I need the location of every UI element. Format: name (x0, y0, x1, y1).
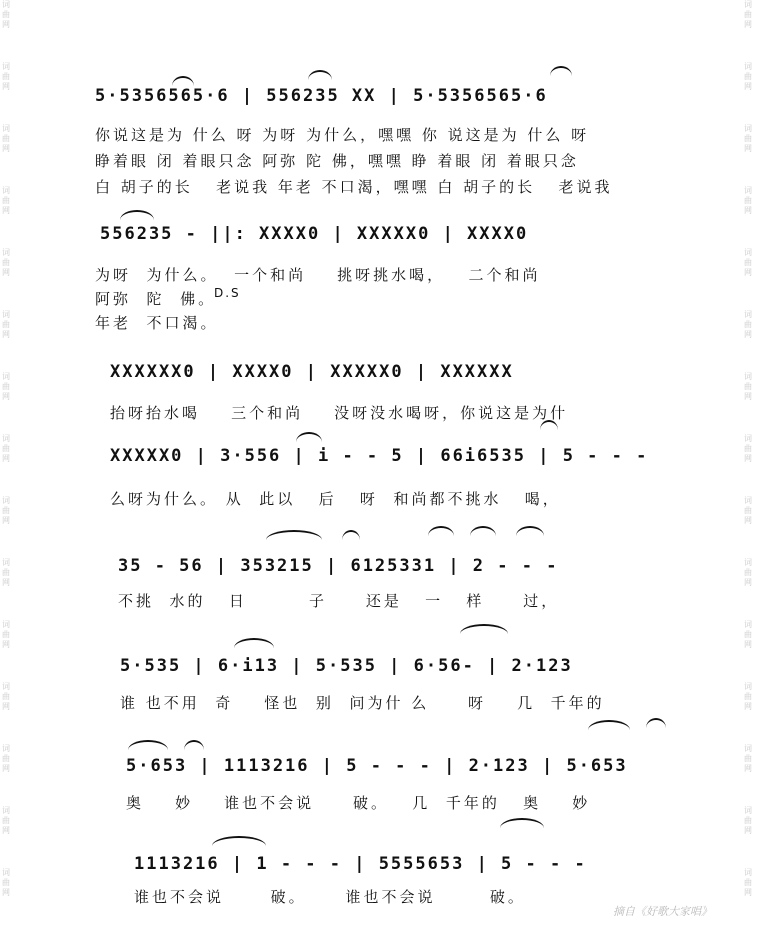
watermark-char: 网 (2, 144, 10, 153)
lyric-line: 奥 妙 谁也不会说 破。 几 千年的 奥 妙 (126, 794, 591, 812)
watermark-char: 词 (744, 682, 752, 691)
watermark-char: 网 (744, 144, 752, 153)
lyric-line: 阿弥 陀 佛。 (95, 290, 217, 308)
slur (516, 526, 544, 536)
watermark-char: 曲 (2, 320, 10, 329)
watermark-char: 网 (2, 888, 10, 897)
watermark-char: 网 (744, 20, 752, 29)
watermark-char: 曲 (744, 320, 752, 329)
watermark-char: 曲 (2, 258, 10, 267)
watermark-char: 词 (2, 310, 10, 319)
watermark-char: 词 (744, 496, 752, 505)
slur (342, 530, 360, 540)
watermark-char: 网 (744, 702, 752, 711)
notation-row-4: XXXXX0 | 3·556 | i - - 5 | 66i6535 | 5 - - - (110, 446, 649, 466)
lyric-line: 你说这是为 什么 呀 为呀 为什么，嘿嘿 你 说这是为 什么 呀 (95, 126, 590, 144)
notation-row-3: XXXXXX0 | XXXX0 | XXXXX0 | XXXXXX (110, 362, 514, 382)
notation-row-8: 1113216 | 1 - - - | 5555653 | 5 - - - (134, 854, 587, 874)
watermark-char: 曲 (2, 72, 10, 81)
watermark-char: 词 (744, 558, 752, 567)
watermark-char: 词 (2, 868, 10, 877)
watermark-char: 网 (2, 516, 10, 525)
watermark-char: 曲 (744, 258, 752, 267)
watermark-char: 网 (2, 578, 10, 587)
watermark-char: 词 (2, 0, 10, 9)
watermark-char: 词 (744, 0, 752, 9)
watermark-char: 曲 (744, 382, 752, 391)
watermark-char: 词 (744, 124, 752, 133)
watermark-char: 词 (2, 620, 10, 629)
watermark-char: 词 (744, 310, 752, 319)
watermark-left (2, 0, 16, 930)
watermark-char: 网 (744, 640, 752, 649)
notation-row-5: 35 - 56 | 353215 | 6125331 | 2 - - - (118, 556, 559, 576)
watermark-char: 词 (744, 744, 752, 753)
lyric-line: 么呀为什么。 从 此以 后 呀 和尚都不挑水 喝， (110, 490, 561, 508)
watermark-char: 曲 (2, 816, 10, 825)
watermark-char: 曲 (2, 506, 10, 515)
watermark-char: 词 (2, 248, 10, 257)
watermark-char: 网 (2, 20, 10, 29)
lyric-line: 谁 也不用 奇 怪也 别 问为什 么 呀 几 千年的 (120, 694, 605, 712)
watermark-right (744, 0, 758, 930)
watermark-char: 词 (2, 434, 10, 443)
slur (184, 740, 204, 750)
lyric-line: 年老 不口渴。 (95, 314, 219, 332)
watermark-char: 曲 (2, 568, 10, 577)
watermark-char: 曲 (744, 568, 752, 577)
watermark-char: 网 (744, 826, 752, 835)
watermark-char: 曲 (744, 506, 752, 515)
watermark-char: 网 (2, 268, 10, 277)
lyric-line: 白 胡子的长 老说我 年老 不口渴，嘿嘿 白 胡子的长 老说我 (95, 178, 613, 196)
watermark-char: 词 (2, 558, 10, 567)
watermark-char: 词 (2, 124, 10, 133)
watermark-char: 词 (744, 806, 752, 815)
watermark-char: 网 (2, 206, 10, 215)
watermark-char: 曲 (2, 134, 10, 143)
notation-row-2: 556235 - ||: XXXX0 | XXXXX0 | XXXX0 (100, 224, 529, 244)
slur (550, 66, 572, 76)
watermark-char: 网 (744, 206, 752, 215)
watermark-char: 曲 (2, 444, 10, 453)
slur (308, 70, 332, 80)
watermark-char: 网 (2, 826, 10, 835)
watermark-char: 词 (2, 372, 10, 381)
watermark-char: 词 (2, 62, 10, 71)
slur (234, 638, 274, 648)
watermark-char: 词 (744, 62, 752, 71)
lyric-line: 睁着眼 闭 着眼只念 阿弥 陀 佛，嘿嘿 睁 着眼 闭 着眼只念 (95, 152, 579, 170)
watermark-char: 曲 (744, 878, 752, 887)
dal-segno-mark: D.S (214, 286, 241, 300)
watermark-char: 网 (744, 578, 752, 587)
watermark-char: 网 (744, 392, 752, 401)
watermark-char: 网 (744, 454, 752, 463)
watermark-char: 曲 (2, 196, 10, 205)
slur (470, 526, 496, 536)
watermark-char: 曲 (744, 196, 752, 205)
watermark-char: 网 (744, 516, 752, 525)
watermark-char: 词 (2, 806, 10, 815)
watermark-char: 词 (744, 868, 752, 877)
watermark-char: 网 (2, 764, 10, 773)
slur (172, 76, 194, 86)
watermark-char: 词 (744, 248, 752, 257)
notation-row-1: 5·5356565·6 | 556235 XX | 5·5356565·6 (95, 86, 548, 106)
slur (428, 526, 454, 536)
watermark-char: 曲 (2, 630, 10, 639)
watermark-char: 曲 (2, 878, 10, 887)
watermark-char: 网 (2, 454, 10, 463)
watermark-char: 曲 (744, 10, 752, 19)
lyric-line: 不挑 水的 日 子 还是 一 样 过， (118, 592, 560, 610)
source-credit: 摘自《好歌大家唱》 (613, 905, 712, 918)
watermark-char: 网 (744, 268, 752, 277)
slur (588, 720, 630, 730)
watermark-char: 网 (2, 330, 10, 339)
watermark-char: 曲 (744, 692, 752, 701)
watermark-char: 曲 (2, 754, 10, 763)
slur (460, 624, 508, 634)
slur (212, 836, 266, 846)
watermark-char: 曲 (2, 692, 10, 701)
lyric-line: 为呀 为什么。 一个和尚 挑呀挑水喝， 二个和尚 (95, 266, 541, 284)
slur (296, 432, 322, 442)
watermark-char: 网 (2, 392, 10, 401)
lyric-line: 谁也不会说 破。 谁也不会说 破。 (134, 888, 526, 906)
watermark-char: 网 (744, 888, 752, 897)
watermark-char: 网 (744, 82, 752, 91)
slur (646, 718, 666, 728)
lyric-line: 抬呀抬水喝 三个和尚 没呀没水喝呀，你说这是为什 (110, 404, 569, 422)
watermark-char: 曲 (744, 754, 752, 763)
watermark-char: 网 (2, 702, 10, 711)
watermark-char: 曲 (744, 72, 752, 81)
watermark-char: 曲 (744, 444, 752, 453)
slur (128, 740, 168, 750)
watermark-char: 词 (744, 186, 752, 195)
slur (120, 210, 154, 220)
watermark-char: 网 (2, 640, 10, 649)
watermark-char: 网 (744, 764, 752, 773)
watermark-char: 词 (744, 372, 752, 381)
watermark-char: 词 (2, 744, 10, 753)
watermark-char: 曲 (2, 382, 10, 391)
watermark-char: 网 (744, 330, 752, 339)
watermark-char: 曲 (2, 10, 10, 19)
slur (500, 818, 544, 828)
watermark-char: 曲 (744, 630, 752, 639)
watermark-char: 词 (2, 682, 10, 691)
watermark-char: 词 (744, 434, 752, 443)
watermark-char: 曲 (744, 816, 752, 825)
slur (266, 530, 322, 540)
notation-row-7: 5·653 | 1113216 | 5 - - - | 2·123 | 5·653 (126, 756, 628, 776)
watermark-char: 词 (2, 496, 10, 505)
watermark-char: 曲 (744, 134, 752, 143)
watermark-char: 网 (2, 82, 10, 91)
notation-row-6: 5·535 | 6·i13 | 5·535 | 6·56- | 2·123 (120, 656, 573, 676)
watermark-char: 词 (2, 186, 10, 195)
watermark-char: 词 (744, 620, 752, 629)
